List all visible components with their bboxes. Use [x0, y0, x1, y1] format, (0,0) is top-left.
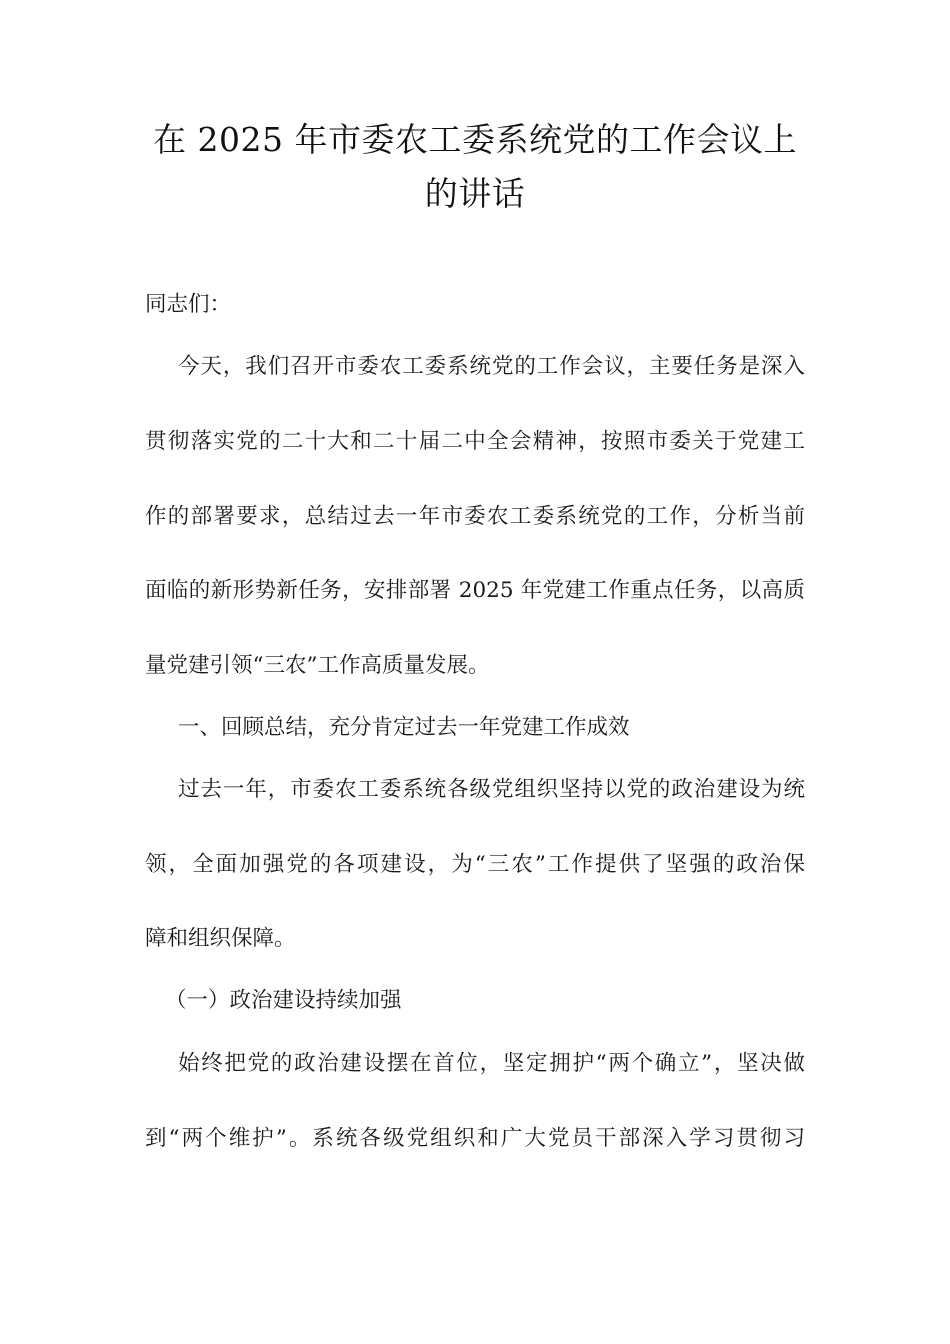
- intro-line-3: 作的部署要求，总结过去一年市委农工委系统党的工作，分析当前: [145, 504, 805, 529]
- section-1-heading: 一、回顾总结，充分肯定过去一年党建工作成效: [178, 715, 630, 740]
- section-1-line-2: 领，全面加强党的各项建设，为“三农”工作提供了坚强的政治保: [145, 852, 805, 877]
- subsection-1-line-2: 到“两个维护”。系统各级党组织和广大党员干部深入学习贯彻习: [145, 1126, 805, 1151]
- intro-line-2: 贯彻落实党的二十大和二十届二中全会精神，按照市委关于党建工: [145, 429, 805, 454]
- salutation: 同志们：: [145, 292, 232, 317]
- intro-line-5: 量党建引领“三农”工作高质量发展。: [145, 653, 490, 678]
- section-1-line-3: 障和组织保障。: [145, 926, 296, 951]
- intro-line-4: 面临的新形势新任务，安排部署 2025 年党建工作重点任务，以高质: [145, 578, 805, 603]
- subsection-1-heading: （一）政治建设持续加强: [165, 988, 402, 1013]
- subsection-1-line-1: 始终把党的政治建设摆在首位，坚定拥护“两个确立”，坚决做: [178, 1051, 805, 1076]
- section-1-line-1: 过去一年，市委农工委系统各级党组织坚持以党的政治建设为统: [178, 777, 805, 802]
- document-title-line-2: 的讲话: [424, 174, 526, 213]
- document-title-line-1: 在 2025 年市委农工委系统党的工作会议上: [153, 120, 797, 159]
- intro-line-1: 今天，我们召开市委农工委系统党的工作会议，主要任务是深入: [178, 354, 805, 379]
